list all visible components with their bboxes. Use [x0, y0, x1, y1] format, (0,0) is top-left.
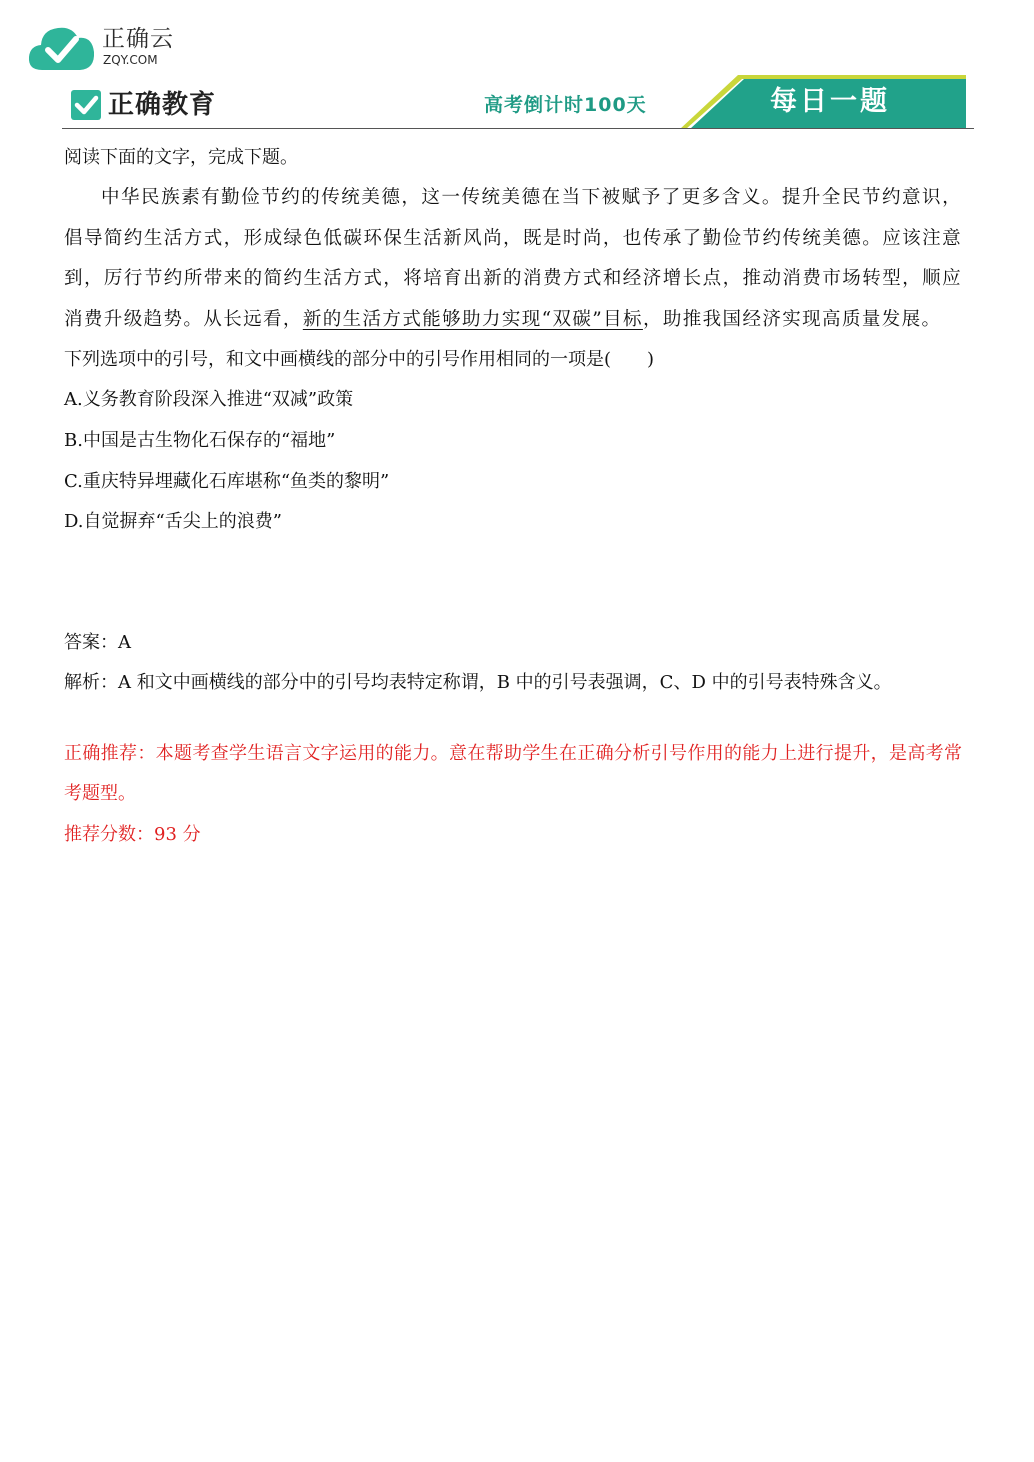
option-d: D.自觉摒弃“舌尖上的浪费”	[64, 511, 282, 533]
reading-passage	[64, 178, 962, 340]
option-a: A.义务教育阶段深入推进“双减”政策	[64, 389, 354, 410]
brand-logo	[70, 88, 270, 122]
check-box-icon	[70, 89, 102, 121]
recommendation-text: 正确推荐：本题考查学生语言文字运用的能力。意在帮助学生在正确分析引号作用的能力上进行提升，是高考常考题型。	[64, 742, 962, 805]
brand-name: 正确教育	[108, 90, 217, 120]
answer-section	[64, 623, 962, 704]
zqy-logo	[28, 22, 188, 74]
option-b: B.中国是古生物化石保存的“福地”	[64, 429, 336, 451]
option-c: C.重庆特异埋藏化石库堪称“鱼类的黎明”	[64, 470, 390, 492]
countdown-text: 高考倒计时100天	[484, 94, 647, 116]
passage-text: 中华民族素有勤俭节约的传统美德，这一传统美德在当下被赋予了更多含义。提升全民节约意识，倡导简约生活方式，形成绿色低碳环保生活新风尚，既是时尚，也传承了勤俭节约传统美德。应该注意到，厉行节约所带来的简约生活方式，将培育出新的消费方式和经济增长点，推动消费市场转型，顺应消费升级趋势。从长远看，	[64, 187, 962, 330]
passage-text-end: ，助推我国经济实现高质量发展。	[642, 308, 942, 330]
question-prompt: 下列选项中的引号，和文中画横线的部分中的引号作用相同的一项是( )	[64, 349, 655, 370]
question-intro: 阅读下面的文字，完成下题。	[64, 147, 298, 168]
header-divider	[62, 128, 974, 129]
question-content	[64, 138, 962, 855]
underlined-sentence: 新的生活方式能够助力实现“双碳”目标	[302, 308, 643, 330]
logo-name: 正确云	[102, 26, 174, 52]
recommendation-score: 推荐分数：93 分	[64, 823, 201, 845]
analysis-text: 解析：A 和文中画横线的部分中的引号均表特定称谓，B 中的引号表强调，C、D 中的引号表特殊含义。	[64, 672, 892, 694]
cloud-check-icon	[28, 22, 96, 72]
banner-title: 每日一题	[770, 86, 890, 117]
answer-text: 答案：A	[64, 632, 131, 654]
recommendation-section	[64, 734, 962, 855]
logo-domain: ZQY.COM	[103, 53, 158, 67]
